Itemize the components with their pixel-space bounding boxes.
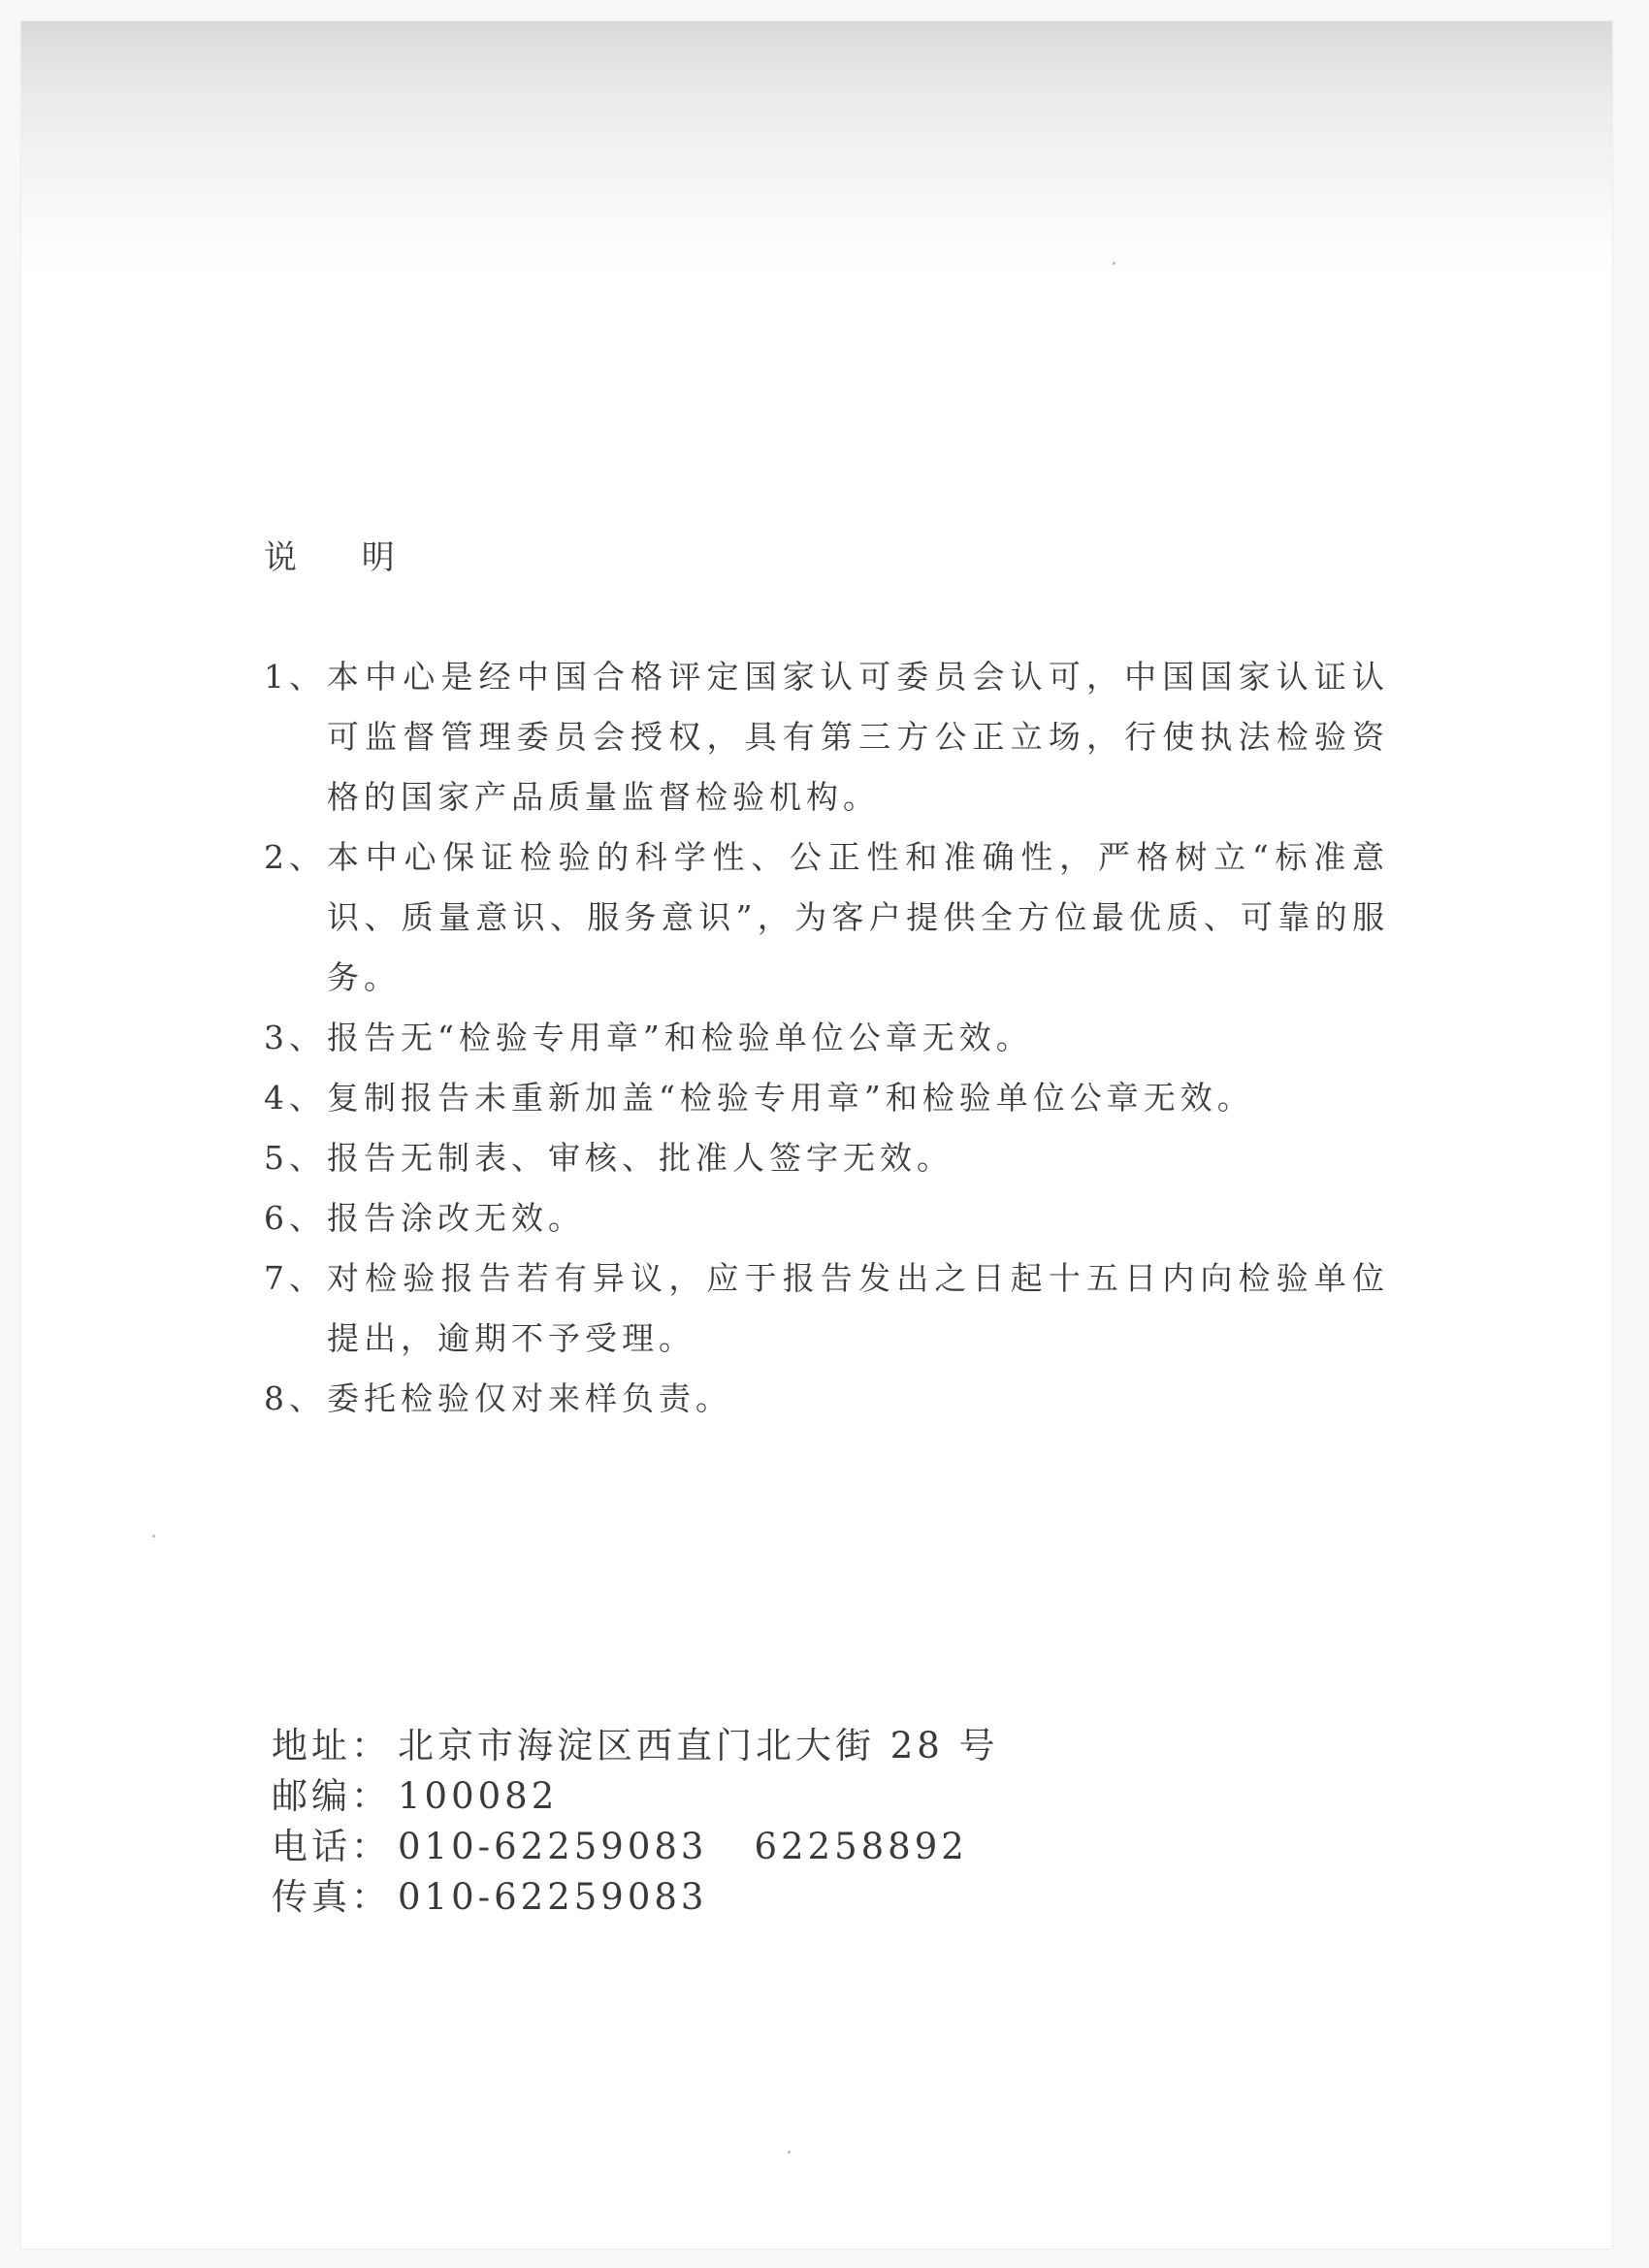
note-number: 3、 [264,1019,326,1056]
page-title: 说 明 [264,538,422,577]
note-text: 复制报告未重新加盖“检验专用章”和检验单位公章无效。 [327,1079,1254,1117]
note-number: 6、 [264,1199,326,1237]
note-number: 8、 [264,1379,326,1417]
note-number: 2、 [264,838,326,876]
note-item [264,1068,1389,1128]
scan-shadow [21,21,1612,274]
note-number: 5、 [264,1139,326,1177]
notes-list [264,647,1389,1429]
note-text: 报告无制表、审核、批准人签字无效。 [327,1139,954,1177]
document-page [21,21,1612,2249]
scan-speck [1113,262,1116,265]
phone-gap [707,1822,754,1872]
postcode-value: 100082 [398,1775,559,1817]
note-text: 本中心保证检验的科学性、公正性和准确性，严格树立“标准意识、质量意识、服务意识”，为客户提供全方位最优质、可靠的服务。 [327,838,1389,996]
note-text: 委托检验仅对来样负责。 [327,1379,732,1417]
scan-speck [788,2151,791,2154]
fax-label: 传真： [272,1876,391,1918]
postcode-row [272,1771,999,1822]
fax-row [272,1872,999,1923]
postcode-label: 邮编： [272,1775,391,1817]
note-text: 本中心是经中国合格评定国家认可委员会认可，中国国家认证认可监督管理委员会授权，具有第三方公正立场，行使执法检验资格的国家产品质量监督检验机构。 [327,658,1389,816]
note-item [264,647,1389,827]
phone-value-primary: 010-62259083 [398,1826,708,1867]
note-item [264,1008,1389,1068]
note-item [264,1248,1389,1369]
note-number: 1、 [264,658,326,696]
address-label: 地址： [272,1725,391,1766]
note-text: 报告无“检验专用章”和检验单位公章无效。 [327,1019,1033,1056]
note-item [264,1128,1389,1188]
note-number: 7、 [264,1259,326,1297]
address-value: 北京市海淀区西直门北大街 28 号 [398,1725,999,1766]
note-text: 对检验报告若有异议，应于报告发出之日起十五日内向检验单位提出，逾期不予受理。 [327,1259,1389,1357]
scan-speck [152,1535,155,1538]
note-item [264,1188,1389,1248]
address-row [272,1721,999,1771]
phone-row [272,1822,999,1872]
fax-value: 010-62259083 [398,1876,708,1918]
note-number: 4、 [264,1079,326,1117]
phone-label: 电话： [272,1826,391,1867]
note-item [264,827,1389,1008]
note-item [264,1369,1389,1429]
note-text: 报告涂改无效。 [327,1199,585,1237]
phone-value-secondary: 62258892 [754,1826,968,1867]
contact-block [272,1721,999,1923]
